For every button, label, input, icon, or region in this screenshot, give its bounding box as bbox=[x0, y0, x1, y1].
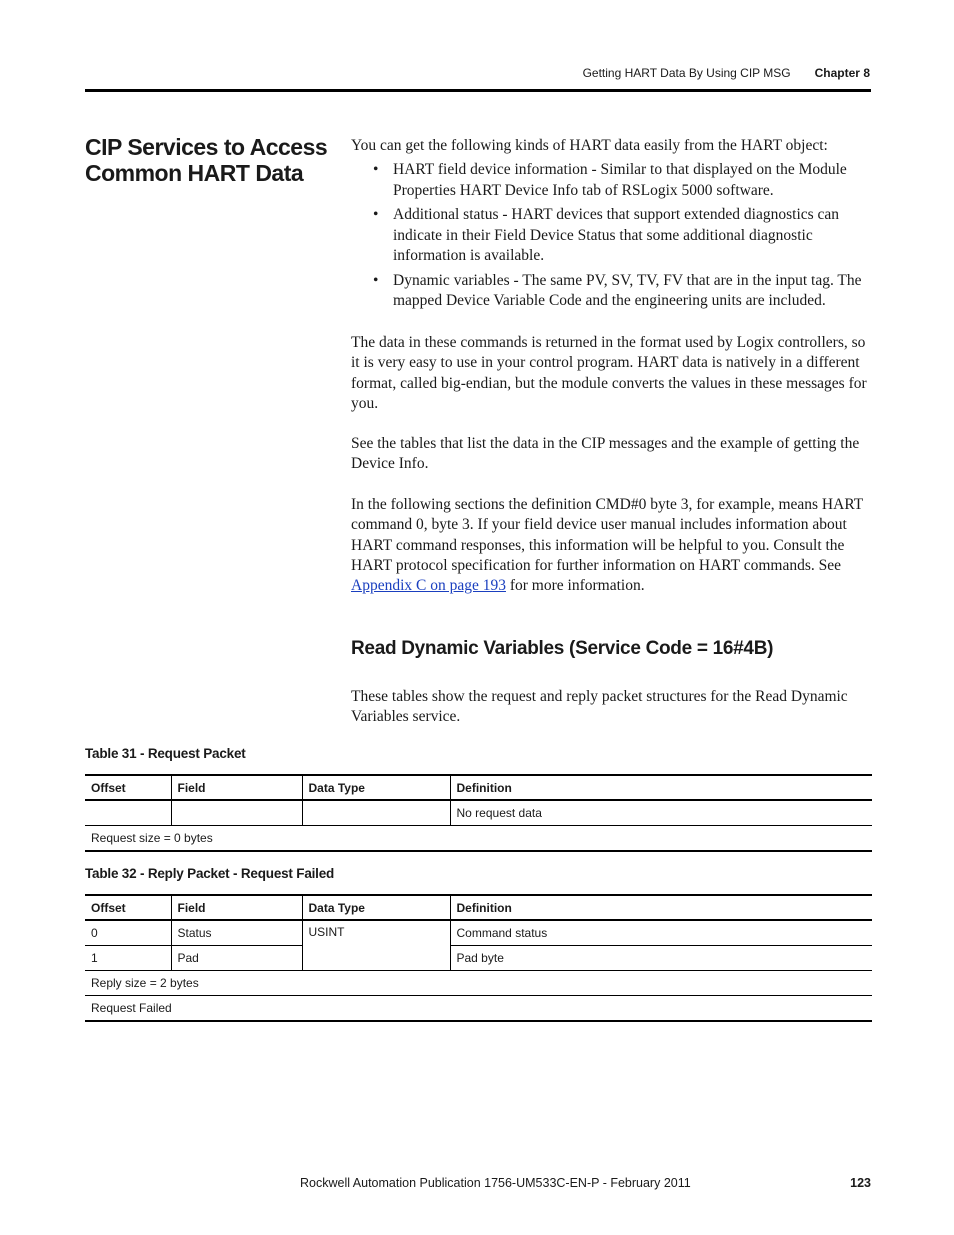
paragraph-text-after: for more information. bbox=[505, 577, 645, 595]
publication-info: Rockwell Automation Publication 1756-UM533C-EN-P - February 2011 bbox=[300, 1176, 691, 1190]
reply-size-note: Reply size = 2 bytes bbox=[85, 971, 872, 996]
cell-definition: No request data bbox=[450, 800, 872, 826]
paragraph-text: The data in these commands is returned in the format used by Logix controllers, so it is very easy to use in your control program. HART data is natively in a different format, called big-endian, but the module converts the values in these messages for you. bbox=[351, 334, 867, 412]
request-size-note: Request size = 0 bytes bbox=[85, 826, 872, 852]
section-title: CIP Services to Access Common HART Data bbox=[85, 134, 328, 186]
col-definition: Definition bbox=[450, 775, 872, 800]
col-offset: Offset bbox=[85, 895, 171, 920]
table-row bbox=[85, 800, 872, 826]
paragraph-data-format bbox=[351, 333, 873, 414]
appendix-c-link[interactable]: Appendix C on page 193 bbox=[351, 577, 506, 595]
running-header bbox=[583, 66, 870, 80]
table-row bbox=[85, 920, 872, 946]
paragraph-see-tables bbox=[351, 434, 873, 475]
bullet-item: • Dynamic variables - The same PV, SV, TV, FV that are in the input tag. The mapped Device Variable Code and the engineering units are included. bbox=[351, 271, 873, 312]
cell-field bbox=[171, 800, 302, 826]
bullet-item: • Additional status - HART devices that support extended diagnostics can indicate in their Field Device Status that some additional diagnostic information is available. bbox=[351, 205, 873, 266]
table-row bbox=[85, 946, 872, 971]
intro-paragraph: You can get the following kinds of HART data easily from the HART object: bbox=[351, 137, 828, 154]
paragraph-tables-intro bbox=[351, 687, 873, 728]
paragraph-text-before: In the following sections the definition CMD#0 byte 3, for example, means HART command 0, byte 3. If your field device user manual includes information about HART command responses, this information will be helpful to you. Consult the HART protocol specification for further information on HART commands. See bbox=[351, 496, 863, 574]
paragraph-text: These tables show the request and reply packet structures for the Read Dynamic Variables service. bbox=[351, 688, 848, 726]
col-data-type: Data Type bbox=[302, 895, 450, 920]
table32-caption: Table 32 - Reply Packet - Request Failed bbox=[85, 866, 335, 881]
cell-definition: Command status bbox=[450, 920, 872, 946]
paragraph-text bbox=[351, 495, 873, 596]
bullet-item: • HART field device information - Similar to that displayed on the Module Properties HART Device Info tab of RSLogix 5000 software. bbox=[351, 160, 873, 201]
intro-block bbox=[351, 136, 873, 316]
running-title: Getting HART Data By Using CIP MSG bbox=[582, 66, 791, 80]
table31-caption: Table 31 - Request Packet bbox=[85, 746, 246, 761]
bullet-list bbox=[351, 160, 873, 311]
table-header-row bbox=[85, 895, 872, 920]
table-footer-row bbox=[85, 996, 872, 1022]
table-header-row bbox=[85, 775, 872, 800]
cell-data-type bbox=[302, 800, 450, 826]
cell-field: Pad bbox=[171, 946, 302, 971]
col-data-type: Data Type bbox=[302, 775, 450, 800]
cell-data-type: USINT bbox=[302, 920, 450, 971]
paragraph-text: See the tables that list the data in the CIP messages and the example of getting the Device Info. bbox=[351, 435, 860, 473]
cell-offset: 1 bbox=[85, 946, 171, 971]
reply-packet-table bbox=[85, 894, 872, 1022]
cell-offset bbox=[85, 800, 171, 826]
request-failed-note: Request Failed bbox=[85, 996, 872, 1022]
page-number: 123 bbox=[850, 1176, 871, 1190]
chapter-label: Chapter 8 bbox=[814, 66, 870, 80]
col-field: Field bbox=[171, 895, 302, 920]
cell-offset: 0 bbox=[85, 920, 171, 946]
cell-field: Status bbox=[171, 920, 302, 946]
col-field: Field bbox=[171, 775, 302, 800]
request-packet-table bbox=[85, 774, 872, 852]
paragraph-definitions bbox=[351, 495, 873, 596]
table-footer-row bbox=[85, 971, 872, 996]
cell-definition: Pad byte bbox=[450, 946, 872, 971]
header-rule bbox=[85, 89, 871, 92]
table-footer-row bbox=[85, 826, 872, 852]
col-definition: Definition bbox=[450, 895, 872, 920]
subsection-title: Read Dynamic Variables (Service Code = 16#4B) bbox=[351, 638, 774, 659]
col-offset: Offset bbox=[85, 775, 171, 800]
